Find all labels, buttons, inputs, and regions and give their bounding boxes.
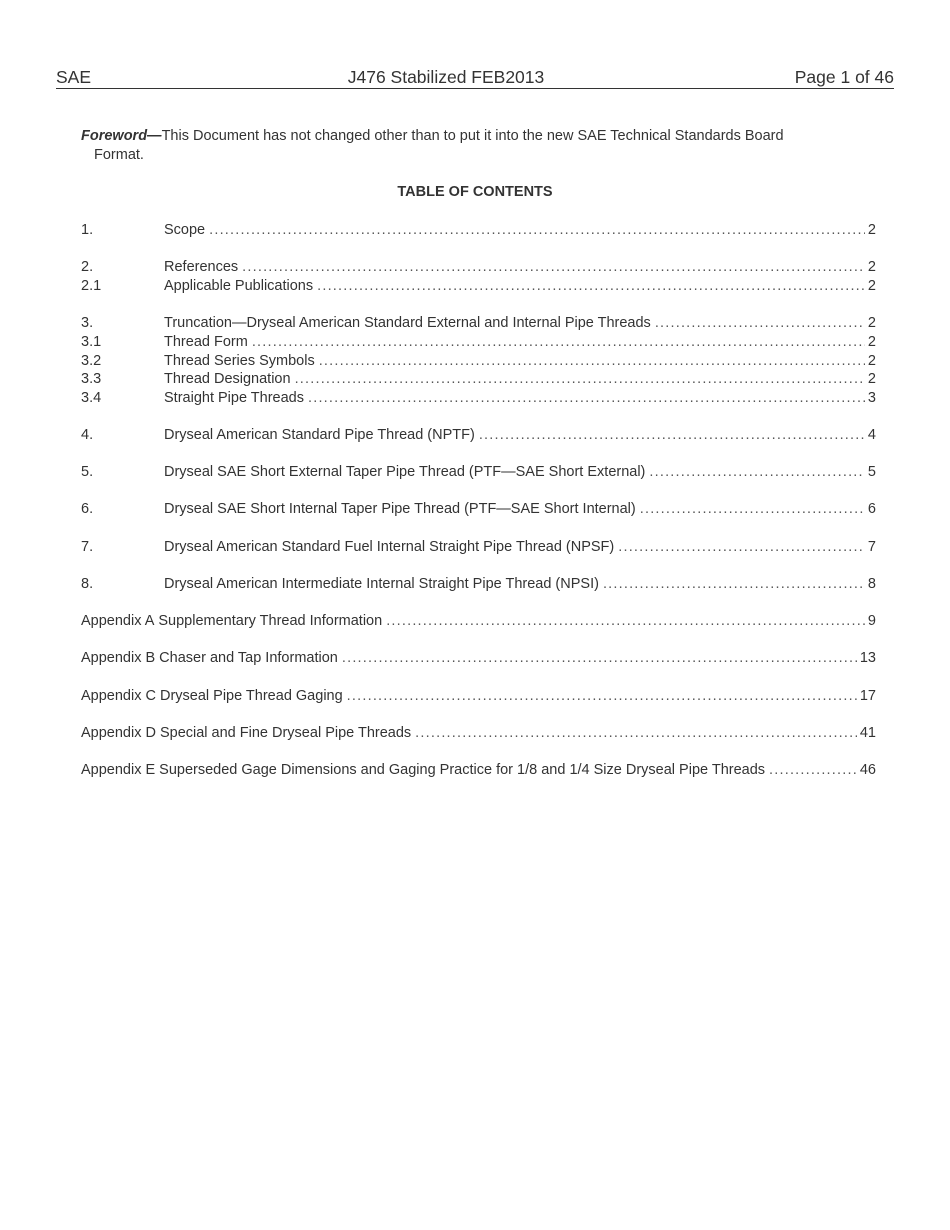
- foreword-label: Foreword—: [81, 128, 162, 144]
- toc-entry-number: Appendix C: [81, 688, 156, 704]
- toc-entry-page: 2: [867, 371, 876, 387]
- toc-entry[interactable]: [81, 221, 876, 240]
- header-organization: SAE: [56, 67, 92, 87]
- toc-entry-title: Scope: [164, 222, 206, 238]
- toc-entry-title: Superseded Gage Dimensions and Gaging Practice for 1/8 and 1/4 Size Dryseal Pipe Threads: [159, 762, 766, 778]
- toc-entry[interactable]: [81, 389, 876, 408]
- toc-entry-page: 6: [867, 501, 876, 517]
- toc-entry[interactable]: [81, 277, 876, 296]
- toc-entry-title: References: [164, 259, 239, 275]
- toc-entry-page: 9: [867, 613, 876, 629]
- toc-dot-leader: [655, 314, 865, 333]
- toc-entry-title: Dryseal SAE Short Internal Taper Pipe Thread (PTF—SAE Short Internal): [164, 501, 636, 517]
- toc-dot-leader: [479, 426, 865, 445]
- toc-appendix-entry[interactable]: [81, 612, 876, 631]
- toc-entry-page: 7: [867, 539, 876, 555]
- toc-entry[interactable]: [81, 352, 876, 371]
- toc-entry-page: 13: [859, 650, 876, 666]
- toc-entry-number: 4.: [81, 427, 94, 443]
- toc-dot-leader: [640, 500, 865, 519]
- toc-entry-number: 5.: [81, 464, 94, 480]
- toc-entry-title: Dryseal American Standard Pipe Thread (NPTF): [164, 427, 475, 443]
- toc-entry[interactable]: [81, 575, 876, 594]
- toc-dot-leader: [415, 724, 857, 743]
- toc-entry-page: 46: [859, 762, 876, 778]
- toc-entry-title: Straight Pipe Threads: [164, 390, 304, 406]
- toc-entry[interactable]: [81, 333, 876, 352]
- toc-entry-number: Appendix A: [81, 613, 155, 629]
- toc-entry[interactable]: [81, 426, 876, 445]
- toc-appendix-entry[interactable]: [81, 761, 876, 780]
- foreword-text-line2: Format.: [94, 147, 144, 163]
- toc-entry-page: 3: [867, 390, 876, 406]
- toc-entry-number: 3.: [81, 315, 94, 331]
- toc-entry[interactable]: [81, 463, 876, 482]
- toc-entry-number: 3.2: [81, 353, 102, 369]
- page-header: [56, 67, 894, 89]
- toc-heading: TABLE OF CONTENTS: [397, 184, 553, 200]
- toc-entry-number: Appendix D: [81, 725, 156, 741]
- toc-entry[interactable]: [81, 314, 876, 333]
- toc-dot-leader: [319, 352, 865, 371]
- toc-entry-title: Thread Designation: [164, 371, 291, 387]
- header-page-number: Page 1 of 46: [794, 67, 894, 87]
- toc-entry-number: Appendix B: [81, 650, 156, 666]
- toc-dot-leader: [769, 761, 857, 780]
- toc-entry-title: Special and Fine Dryseal Pipe Threads: [159, 725, 412, 741]
- toc-appendix-entry[interactable]: [81, 687, 876, 706]
- toc-appendix-entry[interactable]: [81, 724, 876, 743]
- toc-entry-page: 2: [867, 315, 876, 331]
- toc-entry-title: Dryseal American Intermediate Internal Straight Pipe Thread (NPSI): [164, 576, 599, 592]
- toc-entry[interactable]: [81, 258, 876, 277]
- toc-entry-page: 2: [867, 278, 876, 294]
- toc-entry-number: 6.: [81, 501, 94, 517]
- toc-entry-number: 3.4: [81, 390, 102, 406]
- foreword-text-line1: This Document has not changed other than to put it into the new SAE Technical Standards Board: [161, 128, 784, 144]
- toc-entry-title: Chaser and Tap Information: [159, 650, 338, 666]
- toc-entry-page: 41: [859, 725, 876, 741]
- toc-entry-page: 2: [867, 334, 876, 350]
- toc-dot-leader: [295, 370, 865, 389]
- toc-dot-leader: [252, 333, 865, 352]
- toc-entry-number: Appendix E: [81, 762, 156, 778]
- toc-entry-title: Applicable Publications: [164, 278, 314, 294]
- toc-entry-title: Truncation—Dryseal American Standard External and Internal Pipe Threads: [164, 315, 651, 331]
- toc-dot-leader: [308, 389, 865, 408]
- toc-dot-leader: [242, 258, 865, 277]
- toc-entry-title: Dryseal SAE Short External Taper Pipe Thread (PTF—SAE Short External): [164, 464, 646, 480]
- toc-entry-page: 8: [867, 576, 876, 592]
- toc-entry-title: Thread Series Symbols: [164, 353, 315, 369]
- toc-dot-leader: [342, 649, 857, 668]
- toc-entry-page: 5: [867, 464, 876, 480]
- toc-dot-leader: [649, 463, 865, 482]
- toc-entry-number: 1.: [81, 222, 94, 238]
- toc-dot-leader: [347, 687, 857, 706]
- toc-entry-number: 3.3: [81, 371, 102, 387]
- toc-entry-title: Thread Form: [164, 334, 248, 350]
- toc-entry-number: 8.: [81, 576, 94, 592]
- toc-dot-leader: [386, 612, 865, 631]
- toc-entry-page: 2: [867, 259, 876, 275]
- toc-dot-leader: [317, 277, 865, 296]
- toc-entry-number: 7.: [81, 539, 94, 555]
- toc-entry-page: 4: [867, 427, 876, 443]
- toc-entry[interactable]: [81, 538, 876, 557]
- toc-entry-title: Dryseal American Standard Fuel Internal Straight Pipe Thread (NPSF): [164, 539, 615, 555]
- toc-appendix-entry[interactable]: [81, 649, 876, 668]
- toc-entry-title: Dryseal Pipe Thread Gaging: [159, 688, 343, 704]
- foreword-paragraph: [81, 127, 874, 165]
- toc-entry-page: 17: [859, 688, 876, 704]
- toc-entry-number: 2.1: [81, 278, 102, 294]
- toc-entry[interactable]: [81, 370, 876, 389]
- toc-dot-leader: [603, 575, 865, 594]
- toc-entry[interactable]: [81, 500, 876, 519]
- toc-dot-leader: [618, 538, 865, 557]
- toc-entry-title: Supplementary Thread Information: [158, 613, 383, 629]
- header-document-id: J476 Stabilized FEB2013: [347, 67, 545, 87]
- toc-dot-leader: [209, 221, 865, 240]
- toc-entry-page: 2: [867, 222, 876, 238]
- toc-entry-number: 2.: [81, 259, 94, 275]
- toc-entry-number: 3.1: [81, 334, 102, 350]
- toc-entry-page: 2: [867, 353, 876, 369]
